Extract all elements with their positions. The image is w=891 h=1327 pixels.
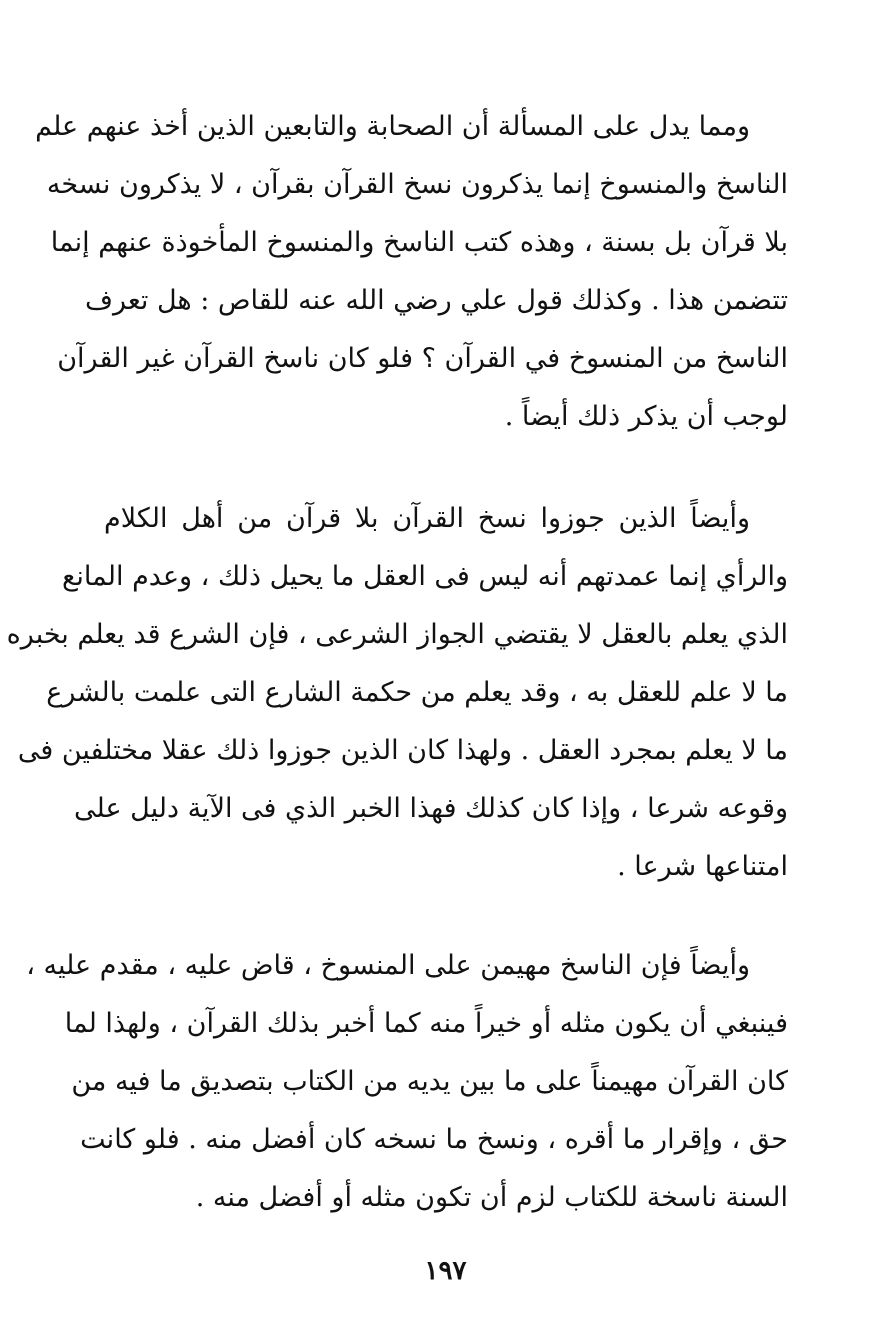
page-number: ١٩٧ xyxy=(424,1256,467,1286)
text-line: امتناعها شرعا . xyxy=(617,851,788,882)
paragraph-2 xyxy=(6,490,788,896)
text-line: الناسخ من المنسوخ في القرآن ؟ فلو كان ناسخ القرآن غير القرآن xyxy=(57,343,788,374)
text-line: وأيضاً فإن الناسخ مهيمن على المنسوخ ، قاض عليه ، مقدم عليه ، xyxy=(26,950,750,981)
text-line: تتضمن هذا . وكذلك قول علي رضي الله عنه للقاص : هل تعرف xyxy=(84,285,788,316)
text-line: لوجب أن يذكر ذلك أيضاً . xyxy=(504,401,788,432)
text-line: ومما يدل على المسألة أن الصحابة والتابعين الذين أخذ عنهم علم xyxy=(35,111,750,142)
text-line: ما لا يعلم بمجرد العقل . ولهذا كان الذين جوزوا ذلك عقلا مختلفين فى xyxy=(17,735,788,766)
text-line: فينبغي أن يكون مثله أو خيراً منه كما أخبر بذلك القرآن ، ولهذا لما xyxy=(64,1008,788,1039)
text-line: كان القرآن مهيمناً على ما بين يديه من الكتاب بتصديق ما فيه من xyxy=(71,1066,788,1097)
text-line: السنة ناسخة للكتاب لزم أن تكون مثله أو أفضل منه . xyxy=(195,1182,788,1213)
text-line: الذي يعلم بالعقل لا يقتضي الجواز الشرعى ، فإن الشرع قد يعلم بخبره xyxy=(6,619,788,650)
text-line: وقوعه شرعا ، وإذا كان كذلك فهذا الخبر الذي فى الآية دليل على xyxy=(74,793,788,824)
paragraph-3 xyxy=(26,937,788,1227)
text-line: حق ، وإقرار ما أقره ، ونسخ ما نسخه كان أفضل منه . فلو كانت xyxy=(80,1124,788,1155)
text-line: الناسخ والمنسوخ إنما يذكرون نسخ القرآن بقرآن ، لا يذكرون نسخه xyxy=(46,169,788,200)
text-line: وأيضاً الذين جوزوا نسخ القرآن بلا قرآن من أهل الكلام xyxy=(104,503,750,534)
paragraph-1 xyxy=(35,98,788,446)
text-line: ما لا علم للعقل به ، وقد يعلم من حكمة الشارع التى علمت بالشرع xyxy=(46,677,788,708)
text-line: والرأي إنما عمدتهم أنه ليس فى العقل ما يحيل ذلك ، وعدم المانع xyxy=(62,561,788,592)
text-line: بلا قرآن بل بسنة ، وهذه كتب الناسخ والمنسوخ المأخوذة عنهم إنما xyxy=(50,227,788,258)
